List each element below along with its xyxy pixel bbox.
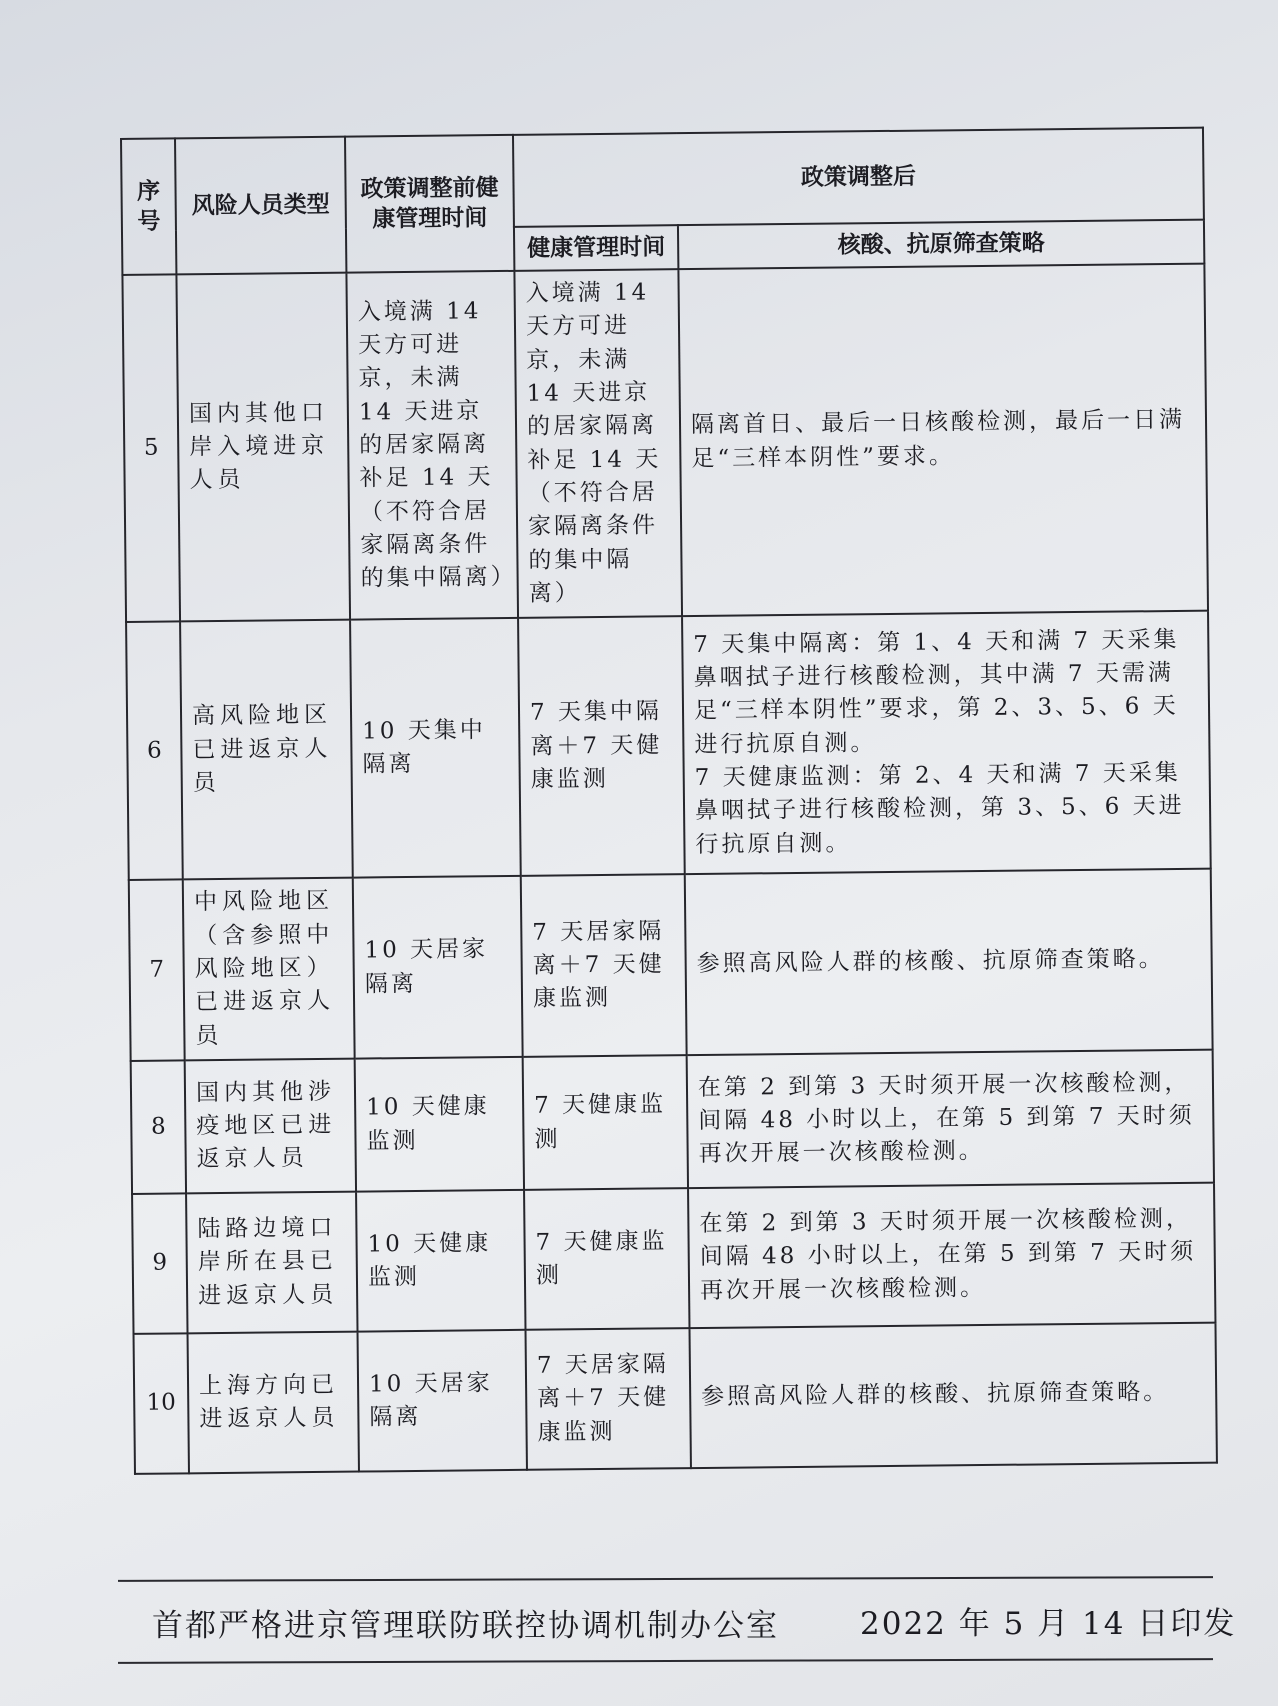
row-strategy: 在第 2 到第 3 天时须开展一次核酸检测，间隔 48 小时以上，在第 5 到第 7 天时须再次开展一次核酸检测。 bbox=[687, 1050, 1214, 1189]
row-before: 10 天健康监测 bbox=[355, 1057, 524, 1192]
row-after-time: 7 天集中隔离＋7 天健康监测 bbox=[518, 616, 685, 876]
row-before: 10 天居家隔离 bbox=[353, 876, 523, 1058]
row-type: 中风险地区（含参照中风险地区）已进返京人员 bbox=[183, 878, 355, 1060]
issuing-office: 首都严格进京管理联防联控协调机制办公室 bbox=[152, 1608, 779, 1644]
row-strategy-part1: 7 天集中隔离：第 1、4 天和满 7 天采集鼻咽拭子进行核酸检测，其中满 7 天需满足“三样本阴性”要求，第 2、3、5、6 天进行抗原自测。 bbox=[693, 626, 1180, 758]
issue-date: 2022 年 5 月 14 日印发 bbox=[860, 1606, 1237, 1642]
table-row bbox=[126, 611, 1211, 880]
table-row bbox=[122, 264, 1208, 623]
table-row bbox=[134, 1323, 1217, 1474]
row-before: 入境满 14 天方可进京，未满 14 天进京的居家隔离补足 14 天（不符合居家隔离条件的集中隔离） bbox=[346, 271, 518, 620]
table-row bbox=[131, 1050, 1214, 1194]
row-no: 6 bbox=[126, 622, 183, 881]
row-after-time: 7 天健康监测 bbox=[524, 1188, 689, 1330]
header-no: 序号 bbox=[121, 138, 176, 274]
row-strategy bbox=[682, 611, 1211, 874]
row-no: 5 bbox=[122, 274, 180, 622]
row-after-time: 7 天居家隔离＋7 天健康监测 bbox=[521, 874, 687, 1056]
footer-divider-bottom bbox=[118, 1658, 1213, 1664]
row-strategy: 参照高风险人群的核酸、抗原筛查策略。 bbox=[685, 869, 1213, 1055]
header-after-time: 健康管理时间 bbox=[514, 225, 678, 271]
row-strategy: 隔离首日、最后一日核酸检测，最后一日满足“三样本阴性”要求。 bbox=[678, 264, 1208, 617]
row-type: 高风险地区已进返京人员 bbox=[180, 620, 353, 880]
row-no: 8 bbox=[131, 1060, 186, 1194]
header-after: 政策调整后 bbox=[513, 128, 1204, 227]
row-type: 上海方向已进返京人员 bbox=[188, 1332, 359, 1474]
row-before: 10 天集中隔离 bbox=[350, 618, 521, 878]
row-no: 9 bbox=[132, 1193, 187, 1334]
header-type: 风险人员类型 bbox=[175, 137, 346, 275]
table-row bbox=[132, 1183, 1215, 1334]
row-after-time: 入境满 14 天方可进京，未满 14 天进京的居家隔离补足 14 天（不符合居家隔离条件的集中隔离） bbox=[514, 269, 682, 618]
footer-divider-top bbox=[118, 1576, 1213, 1582]
row-strategy: 在第 2 到第 3 天时须开展一次核酸检测，间隔 48 小时以上，在第 5 到第 7 天时须再次开展一次核酸检测。 bbox=[688, 1183, 1215, 1329]
row-after-time: 7 天健康监测 bbox=[523, 1055, 688, 1190]
row-type: 国内其他涉疫地区已进返京人员 bbox=[185, 1059, 356, 1194]
table-row bbox=[129, 869, 1213, 1061]
row-type: 国内其他口岸入境进京人员 bbox=[176, 273, 350, 622]
header-after-strategy: 核酸、抗原筛查策略 bbox=[678, 220, 1204, 269]
row-strategy-part2: 7 天健康监测：第 2、4 天和满 7 天采集鼻咽拭子进行核酸检测，第 3、5、6 天进行抗原自测。 bbox=[694, 759, 1185, 858]
policy-table-wrapper bbox=[120, 127, 1216, 1475]
policy-table bbox=[120, 127, 1218, 1475]
row-before: 10 天健康监测 bbox=[356, 1190, 525, 1332]
row-no: 10 bbox=[134, 1333, 189, 1474]
table-header-row bbox=[121, 128, 1204, 231]
row-strategy: 参照高风险人群的核酸、抗原筛查策略。 bbox=[689, 1323, 1216, 1469]
header-before: 政策调整前健康管理时间 bbox=[345, 135, 514, 273]
row-no: 7 bbox=[129, 880, 185, 1061]
row-type: 陆路边境口岸所在县已进返京人员 bbox=[186, 1192, 357, 1334]
row-before: 10 天居家隔离 bbox=[358, 1330, 527, 1472]
row-after-time: 7 天居家隔离＋7 天健康监测 bbox=[526, 1328, 691, 1470]
